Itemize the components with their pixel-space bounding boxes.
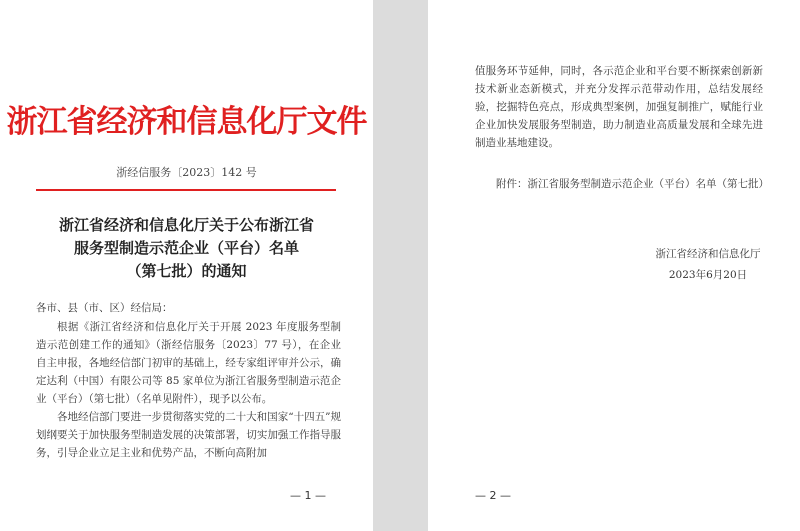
continued-body [475,62,763,152]
issue-date: 2023年6月20日 [668,269,748,281]
page-number: — 1 — [290,489,326,502]
red-divider [36,189,336,191]
salutation: 各市、县（市、区）经信局： [36,302,173,314]
body-paragraph: 值服务环节延伸，同时，各示范企业和平台要不断探索创新新技术新业态新模式，并充分发挥示范带动作用，总结发展经验，挖掘特色亮点，形成典型案例，加强复制推广，赋能行业企业加快发展服务型制造，助力制造业高质量发展和全球先进制造业基地建设。 [475,65,763,149]
document-page-1 [0,0,373,531]
notice-title-line: 浙江省经济和信息化厅关于公布浙江省 [58,216,314,234]
document-page-2 [428,0,800,531]
body-paragraph: 根据《浙江省经济和信息化厅关于开展 2023 年度服务型制造示范创建工作的通知》（浙经信服务〔2023〕77 号），在企业自主申报，各地经信部门初审的基础上，经专家组评审并公示，确定达利（中国）有限公司等 85 家单位为浙江省服务型制造示范企业（平台）（第七批）（名单见附件），现予以公布。 [36,321,341,405]
attachment-line: 附件：浙江省服务型制造示范企业（平台）名单（第七批） [496,178,769,190]
issuing-authority: 浙江省经济和信息化厅 [655,248,761,260]
body-paragraph: 各地经信部门要进一步贯彻落实党的二十大和国家“十四五”规划纲要关于加快服务型制造发展的决策部署，切实加强工作指导服务，引导企业立足主业和优势产品，不断向高附加 [36,411,341,459]
notice-title-line: 服务型制造示范企业（平台）名单 [73,239,299,257]
notice-title-line: （第七批）的通知 [126,262,247,280]
notice-body [36,318,341,462]
notice-title [30,214,343,283]
document-header-title: 浙江省经济和信息化厅文件 [6,104,367,140]
page-number: — 2 — [475,489,511,502]
document-number: 浙经信服务〔2023〕142 号 [116,166,257,179]
